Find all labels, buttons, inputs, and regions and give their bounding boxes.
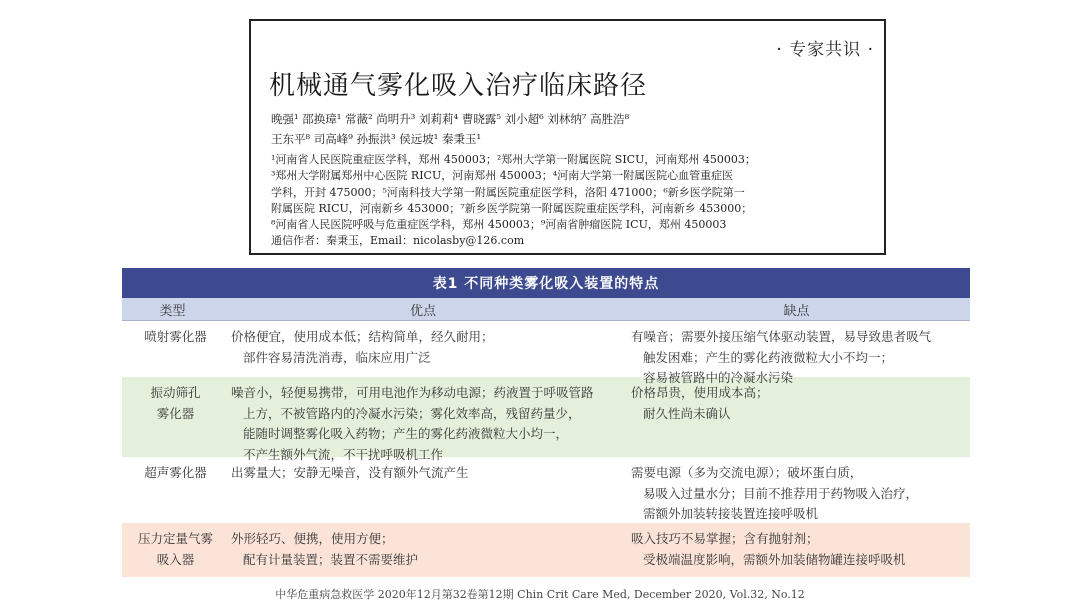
header-cons: 缺点 (783, 303, 810, 319)
device-type-cell: 喷射雾化器 (144, 329, 207, 344)
affiliation-line: 附属医院 RICU，河南新乡 453000；⁷新乡医学院第一附属医院重症医学科，河南新乡 453000； (271, 201, 753, 215)
device-type-cell: 超声雾化器 (144, 465, 207, 480)
pros-cell: 噪音小，轻便易携带，可用电池作为移动电源；药液置于呼吸管路 上方，不被管路内的冷凝水污染；雾化效率高，残留药量少， 能随时调整雾化吸入药物；产生的雾化药液微粒大小均一， 不产生额外气流，不干扰呼吸机工作 (231, 385, 594, 462)
pros-cell: 外形轻巧、便携，使用方便； 配有计量装置；装置不需要维护 (231, 531, 419, 567)
section-tag: · 专家共识 · (776, 40, 874, 60)
journal-footer: 中华危重病急救医学 2020年12月第32卷第12期 Chin Crit Care Med, December 2020, Vol.32, No.12 (275, 588, 805, 601)
affiliation-line: ¹河南省人民医院重症医学科，郑州 450003；²郑州大学第一附属医院 SICU，河南郑州 450003； (271, 153, 756, 166)
cons-cell: 需要电源（多为交流电源）；破坏蛋白质， 易吸入过量水分；目前不推荐用于药物吸入治疗， 需额外加装转接装置连接呼吸机 (631, 465, 919, 521)
affiliation-line: ⁸河南省人民医院呼吸与危重症医学科，郑州 450003；⁹河南省肿瘤医院 ICU，郑州 450003 (271, 218, 727, 232)
corresponding-author: 通信作者：秦秉玉，Email：nicolasby@126.com (271, 234, 525, 248)
author-line: 王东平⁸ 司高峰⁹ 孙振洪³ 侯远坡¹ 秦秉玉¹ (271, 132, 482, 146)
cons-cell: 有噪音；需要外接压缩气体驱动装置，易导致患者吸气 触发困难；产生的雾化药液微粒大小不均一； 容易被管路中的冷凝水污染 (631, 329, 932, 385)
table-caption: 表1 不同种类雾化吸入装置的特点 (122, 268, 970, 298)
header-type: 类型 (159, 303, 186, 319)
pros-cell: 价格便宜，使用成本低；结构简单，经久耐用； 部件容易清洗消毒，临床应用广泛 (231, 329, 494, 365)
article-header-box (249, 19, 886, 255)
pros-cell: 出雾量大；安静无噪音，没有额外气流产生 (231, 465, 469, 480)
author-list (271, 109, 871, 149)
article-title: 机械通气雾化吸入治疗临床路径 (269, 71, 648, 101)
affiliation-line: 学科，开封 475000；⁵河南科技大学第一附属医院重症医学科，洛阳 471000；⁶新乡医学院第一 (271, 185, 745, 199)
table-header-row (122, 298, 970, 321)
cons-cell: 吸入技巧不易掌握；含有抛射剂； 受极端温度影响，需额外加装储物罐连接呼吸机 (631, 531, 906, 567)
table-row (122, 523, 970, 577)
header-pros: 优点 (409, 303, 436, 319)
table-row (122, 457, 970, 523)
device-type-cell: 压力定量气雾 吸入器 (137, 531, 213, 567)
table-row (122, 321, 970, 385)
cons-cell: 价格昂贵，使用成本高； 耐久性尚未确认 (631, 385, 769, 421)
device-comparison-table (122, 268, 970, 574)
affiliation-list (271, 152, 871, 250)
author-line: 晚强¹ 邵换璋¹ 常薇² 尚明升³ 刘莉莉⁴ 曹晓露⁵ 刘小超⁶ 刘林纳⁷ 高胜浩⁸ (271, 112, 630, 126)
device-type-cell: 振动筛孔 雾化器 (150, 385, 201, 421)
affiliation-line: ³郑州大学附属郑州中心医院 RICU，河南郑州 450003；⁴河南大学第一附属医院心血管重症医 (271, 169, 734, 183)
table-row (122, 377, 970, 462)
